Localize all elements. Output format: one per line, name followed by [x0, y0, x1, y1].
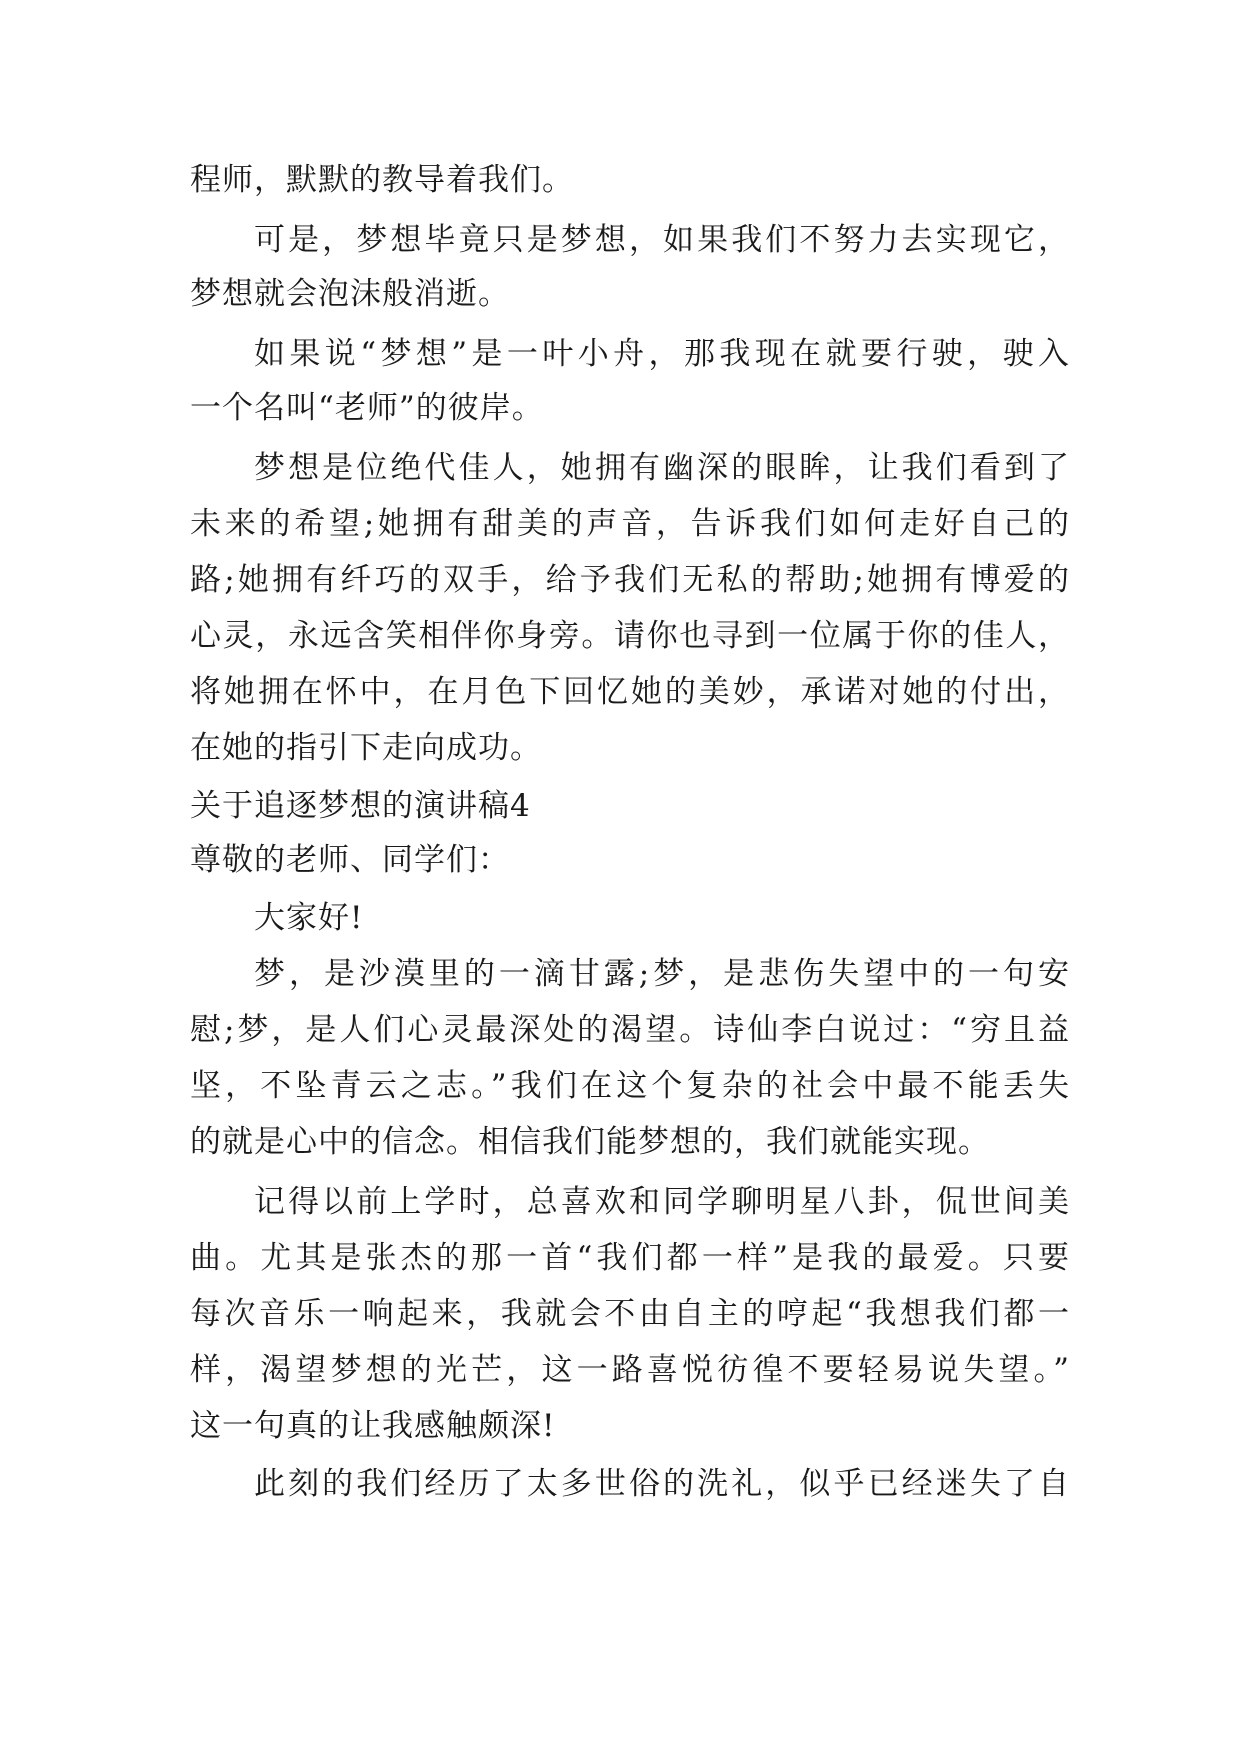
text-line: 将她拥在怀中，在月色下回忆她的美妙，承诺对她的付出，	[190, 674, 1070, 710]
text-line: 的就是心中的信念。相信我们能梦想的，我们就能实现。	[190, 1124, 990, 1160]
text-line: 坚，不坠青云之志。”我们在这个复杂的社会中最不能丢失	[190, 1068, 1070, 1104]
text-line: 这一句真的让我感触颇深!	[190, 1408, 556, 1444]
text-line: 此刻的我们经历了太多世俗的洗礼，似乎已经迷失了自	[254, 1466, 1070, 1502]
text-line: 路;她拥有纤巧的双手，给予我们无私的帮助;她拥有博爱的	[190, 562, 1070, 598]
text-line: 心灵，永远含笑相伴你身旁。请你也寻到一位属于你的佳人，	[190, 618, 1070, 654]
text-line: 梦想就会泡沫般消逝。	[190, 276, 510, 312]
text-line: 可是，梦想毕竟只是梦想，如果我们不努力去实现它，	[254, 222, 1070, 258]
text-line: 未来的希望;她拥有甜美的声音，告诉我们如何走好自己的	[190, 506, 1070, 542]
text-line: 慰;梦，是人们心灵最深处的渴望。诗仙李白说过：“穷且益	[190, 1012, 1070, 1048]
text-line: 样，渴望梦想的光芒，这一路喜悦彷徨不要轻易说失望。”	[190, 1352, 1070, 1388]
text-line: 一个名叫“老师”的彼岸。	[190, 390, 544, 426]
salutation: 尊敬的老师、同学们：	[190, 842, 510, 878]
text-line: 在她的指引下走向成功。	[190, 730, 542, 766]
text-line: 程师，默默的教导着我们。	[190, 162, 574, 198]
text-line: 梦想是位绝代佳人，她拥有幽深的眼眸，让我们看到了	[254, 450, 1070, 486]
text-line: 曲。尤其是张杰的那一首“我们都一样”是我的最爱。只要	[190, 1240, 1070, 1276]
section-heading: 关于追逐梦想的演讲稿4	[190, 788, 531, 824]
text-line: 梦，是沙漠里的一滴甘露;梦，是悲伤失望中的一句安	[254, 956, 1070, 992]
text-line: 记得以前上学时，总喜欢和同学聊明星八卦，侃世间美	[254, 1184, 1070, 1220]
text-line: 每次音乐一响起来，我就会不由自主的哼起“我想我们都一	[190, 1296, 1070, 1332]
greeting: 大家好!	[254, 900, 364, 936]
text-line: 如果说“梦想”是一叶小舟，那我现在就要行驶，驶入	[254, 336, 1070, 372]
